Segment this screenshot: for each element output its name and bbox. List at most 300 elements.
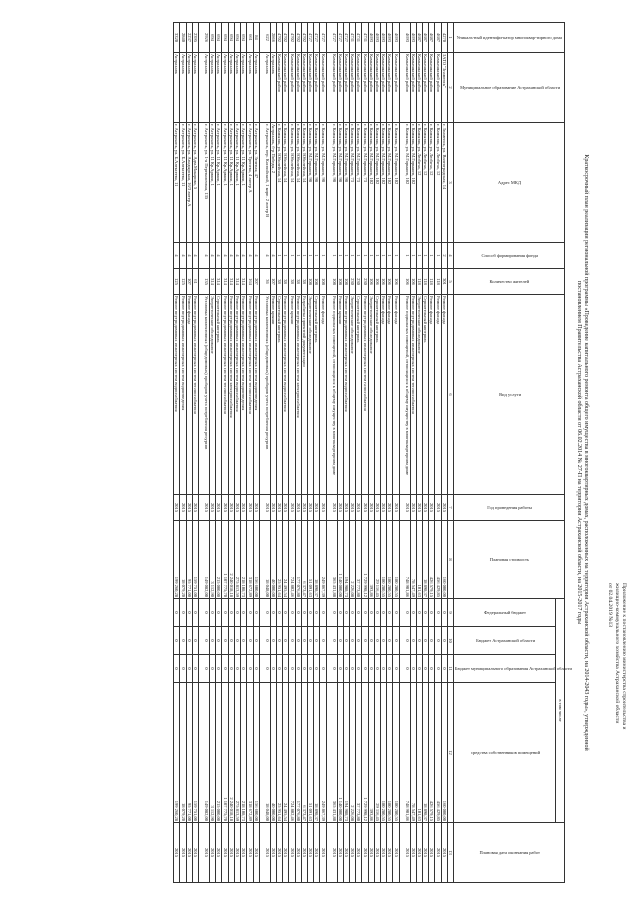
- local-cell: 0: [283, 655, 289, 683]
- own-cell: 199 260,28: [174, 683, 180, 823]
- count-cell: 38: [301, 269, 307, 295]
- method-cell: 1: [307, 243, 313, 269]
- count-cell: 118: [435, 269, 441, 295]
- end-cell: 2015: [380, 823, 386, 883]
- work-cell: Установка коллективных (общедомовых) приборов учета потребления ресурсов: [259, 295, 270, 495]
- method-cell: 1: [422, 243, 428, 269]
- address-cell: Астрахань, б-р Победы, 2: [270, 123, 276, 243]
- regional-cell: 0: [410, 627, 416, 655]
- table-row: [387, 23, 393, 883]
- column-number: 12: [447, 683, 453, 823]
- column-number: 11: [447, 655, 453, 683]
- count-cell: 106: [399, 269, 410, 295]
- method-cell: 1: [374, 243, 380, 269]
- federal-cell: 0: [283, 599, 289, 627]
- own-cell: 1 729 998,12: [362, 683, 368, 823]
- regional-cell: 0: [314, 627, 320, 655]
- local-cell: 0: [307, 655, 313, 683]
- uid-cell: 4702: [295, 23, 301, 53]
- method-cell: 4: [192, 243, 198, 269]
- year-cell: 2015: [343, 495, 349, 521]
- header-municipality: Муниципальное образование Астраханской области: [454, 53, 565, 123]
- local-cell: 0: [380, 655, 386, 683]
- end-cell: 2015: [387, 823, 393, 883]
- count-cell: 164: [247, 269, 253, 295]
- address-cell: г. Камызяк, ул. Любича, 12: [416, 123, 422, 243]
- local-cell: 0: [337, 655, 343, 683]
- cost-cell: 18 079,20: [180, 521, 186, 599]
- address-cell: г. Камызяк, ул. М.Горького, 73: [362, 123, 368, 243]
- method-cell: 1: [416, 243, 422, 269]
- address-cell: г. Камызяк, ул. Юбилейная, 14: [289, 123, 295, 243]
- header-local: Бюджет муниципального образования Астраханской области: [454, 655, 556, 683]
- own-cell: 426 579,15: [429, 683, 435, 823]
- own-cell: 25 951,64: [276, 683, 282, 823]
- work-cell: Ремонт внутридомовых инженерных систем теплоснабжения: [222, 295, 228, 495]
- own-cell: 456 429,85: [435, 683, 441, 823]
- local-cell: 0: [174, 655, 180, 683]
- federal-cell: 0: [295, 599, 301, 627]
- work-cell: Ремонт внутридомовых инженерных систем водоотведения: [180, 295, 186, 495]
- method-cell: 1: [320, 243, 326, 269]
- work-cell: Ремонт внутридомовых инженерных систем водоотведения: [241, 295, 247, 495]
- approval-line: жилищно-коммунального хозяйства Астраханской области: [614, 583, 620, 724]
- method-cell: 1: [301, 243, 307, 269]
- address-cell: г. Камызяк, ул. М.Горького, 73: [349, 123, 355, 243]
- regional-cell: 0: [387, 627, 393, 655]
- column-numbers-row: [447, 23, 453, 883]
- address-cell: г. Камызяк, ул. Юбилейная, 14: [301, 123, 307, 243]
- method-cell: 1: [410, 243, 416, 269]
- address-cell: г. Камызяк, ул. М.Горького, 98: [343, 123, 349, 243]
- work-cell: Установка коллективных (общедомовых) приборов учета потребления ресурсов: [199, 295, 210, 495]
- municipality-cell: Камызякский район: [429, 53, 435, 123]
- own-cell: 37 773,80: [356, 683, 362, 823]
- federal-cell: 0: [276, 599, 282, 627]
- own-cell: 177 076,80: [295, 683, 301, 823]
- count-cell: 36: [259, 269, 270, 295]
- municipality-cell: Астрахань: [210, 53, 216, 123]
- address-cell: г. Камызяк, ул. М.Горького, 102: [380, 123, 386, 243]
- approval-line: Приложение к постановлению министерства строительства и: [621, 583, 627, 730]
- uid-cell: 4693: [387, 23, 393, 53]
- table-row: [422, 23, 428, 883]
- federal-cell: 0: [186, 599, 192, 627]
- municipality-cell: ЗАТО "Знаменск": [441, 53, 447, 123]
- column-number: 10: [447, 627, 453, 655]
- table-row: [374, 23, 380, 883]
- cost-cell: 724 802,46: [289, 521, 295, 599]
- municipality-cell: Камызякский район: [410, 53, 416, 123]
- year-cell: 2015: [429, 495, 435, 521]
- address-cell: г. Камызяк, ул. Юбилейная, 14: [276, 123, 282, 243]
- municipality-cell: Камызякский район: [374, 53, 380, 123]
- own-cell: 18 898,37: [422, 683, 428, 823]
- federal-cell: 0: [216, 599, 222, 627]
- year-cell: 2015: [320, 495, 326, 521]
- work-cell: Строительный контроль: [276, 295, 282, 495]
- municipality-cell: Камызякский район: [380, 53, 386, 123]
- cost-cell: 149 082,00: [199, 521, 210, 599]
- end-cell: 2015: [399, 823, 410, 883]
- own-cell: 18 898,37: [314, 683, 320, 823]
- own-cell: 24 495,54: [283, 683, 289, 823]
- uid-cell: 2395: [192, 23, 198, 53]
- uid-cell: 3320: [174, 23, 180, 53]
- work-cell: Ремонт внутридомовых инженерных систем теплоснабжения: [410, 295, 416, 495]
- municipality-cell: Камызякский район: [295, 53, 301, 123]
- municipality-cell: Астрахань: [270, 53, 276, 123]
- municipality-cell: Астрахань: [247, 53, 253, 123]
- cost-cell: 101,63: [416, 521, 422, 599]
- own-cell: 748 901,86: [399, 683, 410, 823]
- count-cell: 61: [192, 269, 198, 295]
- cost-cell: 1 729 998,12: [362, 521, 368, 599]
- header-uid: Уникаль-ный идентифи-катор многоквар-тирного дома: [454, 23, 565, 53]
- table-body: [174, 23, 448, 883]
- year-cell: 2015: [289, 495, 295, 521]
- count-cell: 314: [216, 269, 222, 295]
- method-cell: 4: [253, 243, 259, 269]
- local-cell: 0: [199, 655, 210, 683]
- uid-cell: 4687: [429, 23, 435, 53]
- end-cell: 2015: [314, 823, 320, 883]
- own-cell: 40 000,00: [270, 683, 276, 823]
- own-cell: 215 000,00: [216, 683, 222, 823]
- document-title: [575, 52, 589, 853]
- federal-cell: 0: [416, 599, 422, 627]
- uid-cell: 4693: [380, 23, 386, 53]
- work-cell: Разработка проектной документации: [301, 295, 307, 495]
- own-cell: 51 091,63: [307, 683, 313, 823]
- own-cell: 160 000,00: [441, 683, 447, 823]
- year-cell: 2015: [326, 495, 337, 521]
- address-cell: г. Камызяк, ул. М.Горького, 98: [337, 123, 343, 243]
- municipality-cell: Камызякский район: [393, 53, 399, 123]
- method-cell: 1: [276, 243, 282, 269]
- local-cell: 0: [270, 655, 276, 683]
- own-cell: 159 751,00: [192, 683, 198, 823]
- uid-cell: 4687: [435, 23, 441, 53]
- local-cell: 0: [422, 655, 428, 683]
- cost-cell: 95 771,00: [186, 521, 192, 599]
- work-cell: Ремонт внутридомовых инженерных систем газоснабжения: [362, 295, 368, 495]
- own-cell: 6 373,47: [301, 683, 307, 823]
- column-number: 13: [447, 823, 453, 883]
- own-cell: 393,86: [368, 683, 374, 823]
- cost-cell: 1 140 000,00: [337, 521, 343, 599]
- municipality-cell: Астрахань: [174, 53, 180, 123]
- own-cell: 318 672,89: [247, 683, 253, 823]
- method-cell: 1: [435, 243, 441, 269]
- uid-cell: 4693: [368, 23, 374, 53]
- year-cell: 2015: [199, 495, 210, 521]
- municipality-cell: Камызякский район: [337, 53, 343, 123]
- federal-cell: 0: [289, 599, 295, 627]
- municipality-cell: Камызякский район: [399, 53, 410, 123]
- count-cell: 108: [307, 269, 313, 295]
- federal-cell: 0: [241, 599, 247, 627]
- column-number: 9: [447, 599, 453, 627]
- method-cell: 1: [326, 243, 337, 269]
- cost-cell: 40 000,00: [270, 521, 276, 599]
- work-cell: Энергетическое обследование: [349, 295, 355, 495]
- cost-cell: 318 672,89: [247, 521, 253, 599]
- method-cell: 1: [387, 243, 393, 269]
- cost-cell: 78 547,49: [410, 521, 416, 599]
- method-cell: 1: [289, 243, 295, 269]
- address-cell: г. Астрахань, ул. 11 Кр.Армии, 1: [228, 123, 234, 243]
- federal-cell: 0: [349, 599, 355, 627]
- count-cell: 108: [314, 269, 320, 295]
- regional-cell: 0: [326, 627, 337, 655]
- method-cell: 4: [180, 243, 186, 269]
- work-cell: Ремонт фасада: [435, 295, 441, 495]
- regional-cell: 0: [259, 627, 270, 655]
- uid-cell: 84: [253, 23, 259, 53]
- federal-cell: 0: [429, 599, 435, 627]
- table-row: [253, 23, 259, 883]
- uid-cell: 4693: [393, 23, 399, 53]
- local-cell: 0: [192, 655, 198, 683]
- method-cell: 4: [234, 243, 240, 269]
- local-cell: 0: [180, 655, 186, 683]
- year-cell: 2015: [356, 495, 362, 521]
- year-cell: 2015: [210, 495, 216, 521]
- regional-cell: 0: [180, 627, 186, 655]
- work-cell: Строительный контроль: [422, 295, 428, 495]
- year-cell: 2015: [234, 495, 240, 521]
- municipality-cell: Камызякский район: [326, 53, 337, 123]
- work-cell: Строительный контроль: [356, 295, 362, 495]
- address-cell: г. Камызяк, ул. М.Горького, 98: [320, 123, 326, 243]
- column-number: 6: [447, 295, 453, 495]
- federal-cell: 0: [180, 599, 186, 627]
- own-cell: 249 867,39: [320, 683, 326, 823]
- address-cell: г. Астрахань, ул. Б.Алексеева, 11: [180, 123, 186, 243]
- municipality-cell: Астрахань: [199, 53, 210, 123]
- regional-cell: 0: [174, 627, 180, 655]
- table-row: [276, 23, 282, 883]
- cost-cell: 180 280,55: [393, 521, 399, 599]
- local-cell: 0: [320, 655, 326, 683]
- own-cell: 1 107 775,70: [222, 683, 228, 823]
- work-cell: Энергетическое обследование: [416, 295, 422, 495]
- cost-cell: 6 373,47: [301, 521, 307, 599]
- column-number: 1: [447, 23, 453, 53]
- table-row: [314, 23, 320, 883]
- end-cell: 2015: [356, 823, 362, 883]
- work-cell: Ремонт подвальных помещений, относящихся к общему имуществу в многоквартирном доме: [399, 295, 410, 495]
- address-cell: г. Камызяк, ул. М.Горького, 102: [387, 123, 393, 243]
- uid-cell: 4702: [283, 23, 289, 53]
- address-cell: г. Камызяк, ул. М.Горького, 102: [393, 123, 399, 243]
- federal-cell: 0: [234, 599, 240, 627]
- regional-cell: 0: [295, 627, 301, 655]
- end-cell: 2015: [362, 823, 368, 883]
- regional-cell: 0: [270, 627, 276, 655]
- year-cell: 2015: [301, 495, 307, 521]
- uid-cell: 4727: [307, 23, 313, 53]
- federal-cell: 0: [343, 599, 349, 627]
- table-row: [429, 23, 435, 883]
- local-cell: 0: [295, 655, 301, 683]
- work-cell: Ремонт внутридомовых инженерных систем водоснабжения: [234, 295, 240, 495]
- end-cell: 2015: [199, 823, 210, 883]
- federal-cell: 0: [399, 599, 410, 627]
- header-year: Год проведения работы: [454, 495, 565, 521]
- work-cell: Ремонт внутридомовых инженерных систем теплоснабжения: [192, 295, 198, 495]
- table-row: [356, 23, 362, 883]
- method-cell: 4: [186, 243, 192, 269]
- address-cell: г. Камызяк, ул. М.Горького, 98: [307, 123, 313, 243]
- year-cell: 2015: [186, 495, 192, 521]
- table-row: [295, 23, 301, 883]
- municipality-cell: Астрахань: [222, 53, 228, 123]
- cost-cell: 393,86: [368, 521, 374, 599]
- method-cell: 1: [337, 243, 343, 269]
- federal-cell: 0: [356, 599, 362, 627]
- local-cell: 0: [289, 655, 295, 683]
- count-cell: 314: [228, 269, 234, 295]
- regional-cell: 0: [429, 627, 435, 655]
- uid-cell: 4693: [374, 23, 380, 53]
- address-cell: г. Астрахань, ул. Б.Алексеева, 11: [174, 123, 180, 243]
- regional-cell: 0: [380, 627, 386, 655]
- table-row: [320, 23, 326, 883]
- method-cell: 1: [399, 243, 410, 269]
- own-cell: 180 280,55: [387, 683, 393, 823]
- uid-cell: 2926: [199, 23, 210, 53]
- year-cell: 2015: [276, 495, 282, 521]
- count-cell: 125: [174, 269, 180, 295]
- local-cell: 0: [253, 655, 259, 683]
- uid-cell: 4693: [399, 23, 410, 53]
- work-cell: Ремонт внутридомовых инженерных систем теплоснабжения: [247, 295, 253, 495]
- method-cell: 1: [393, 243, 399, 269]
- method-cell: 1: [380, 243, 386, 269]
- address-cell: г. Камызяк, ул. Любича, 12: [422, 123, 428, 243]
- uid-cell: 4693: [410, 23, 416, 53]
- year-cell: 2015: [410, 495, 416, 521]
- table-row: [289, 23, 295, 883]
- local-cell: 0: [349, 655, 355, 683]
- uid-cell: 4702: [301, 23, 307, 53]
- federal-cell: 0: [270, 599, 276, 627]
- table-row: [228, 23, 234, 883]
- work-cell: Энергетическое обследование: [368, 295, 374, 495]
- municipality-cell: Астрахань: [192, 53, 198, 123]
- method-cell: 4: [270, 243, 276, 269]
- year-cell: 2015: [174, 495, 180, 521]
- local-cell: 0: [416, 655, 422, 683]
- work-cell: Ремонт крыши: [289, 295, 295, 495]
- end-cell: 2015: [326, 823, 337, 883]
- municipality-cell: Астрахань: [180, 53, 186, 123]
- year-cell: 2015: [192, 495, 198, 521]
- end-cell: 2015: [192, 823, 198, 883]
- municipality-cell: Камызякский район: [356, 53, 362, 123]
- table-row: [270, 23, 276, 883]
- year-cell: 2015: [393, 495, 399, 521]
- federal-cell: 0: [362, 599, 368, 627]
- header-incl: в том числе: [556, 599, 565, 823]
- year-cell: 2015: [380, 495, 386, 521]
- end-cell: 2015: [276, 823, 282, 883]
- approval-line: от 02.04.2019 №13: [607, 583, 613, 628]
- end-cell: 2015: [222, 823, 228, 883]
- local-cell: 0: [234, 655, 240, 683]
- cost-cell: 18 048,00: [259, 521, 270, 599]
- federal-cell: 0: [301, 599, 307, 627]
- regional-cell: 0: [435, 627, 441, 655]
- regional-cell: 0: [234, 627, 240, 655]
- method-cell: 1: [429, 243, 435, 269]
- end-cell: 2015: [368, 823, 374, 883]
- uid-cell: 4687: [422, 23, 428, 53]
- count-cell: 135: [199, 269, 210, 295]
- cost-cell: 51 091,63: [307, 521, 313, 599]
- address-cell: г. Астрахань, ул. 11 Кр.Армии, 1: [234, 123, 240, 243]
- local-cell: 0: [387, 655, 393, 683]
- work-cell: Ремонт крыши: [337, 295, 343, 495]
- count-cell: 108: [326, 269, 337, 295]
- local-cell: 0: [222, 655, 228, 683]
- count-cell: 106: [368, 269, 374, 295]
- table-row: [192, 23, 198, 883]
- document-page: [10, 12, 629, 893]
- end-cell: 2015: [410, 823, 416, 883]
- address-cell: г. Астрахань, ул. 11 Кр.Армии, 1: [222, 123, 228, 243]
- uid-cell: 4731: [362, 23, 368, 53]
- work-cell: Ремонт подвальных помещений, относящихся к общему имуществу в многоквартирном доме: [326, 295, 337, 495]
- table-row: [283, 23, 289, 883]
- municipality-cell: Камызякский район: [416, 53, 422, 123]
- method-cell: 4: [174, 243, 180, 269]
- work-cell: Ремонт внутридомовых инженерных систем водоснабжения: [283, 295, 289, 495]
- work-cell: Ремонт фасада: [429, 295, 435, 495]
- regional-cell: 0: [210, 627, 216, 655]
- uid-cell: 4731: [349, 23, 355, 53]
- own-cell: 180 280,55: [380, 683, 386, 823]
- address-cell: г. Камызяк, ул. Юбилейная, 14: [283, 123, 289, 243]
- end-cell: 2015: [216, 823, 222, 883]
- end-cell: 2015: [301, 823, 307, 883]
- count-cell: 118: [416, 269, 422, 295]
- uid-cell: 661: [247, 23, 253, 53]
- own-cell: 194 988,73: [343, 683, 349, 823]
- local-cell: 0: [241, 655, 247, 683]
- method-cell: 1: [314, 243, 320, 269]
- count-cell: 118: [422, 269, 428, 295]
- year-cell: 2015: [283, 495, 289, 521]
- local-cell: 0: [393, 655, 399, 683]
- method-cell: 1: [283, 243, 289, 269]
- count-cell: 314: [241, 269, 247, 295]
- address-cell: г. Камызяк, ул. Любича, 12: [429, 123, 435, 243]
- table-row: [349, 23, 355, 883]
- own-cell: 2 226,08: [349, 683, 355, 823]
- work-cell: Ремонт внутридомовых инженерных систем водоотведения: [253, 295, 259, 495]
- address-cell: г. Камызяк, ул. М.Горького, 102: [399, 123, 410, 243]
- work-cell: Энергетическое обследование: [307, 295, 313, 495]
- header-address: Адрес МКД: [454, 123, 565, 243]
- cost-cell: 275 813,59: [234, 521, 240, 599]
- method-cell: 4: [247, 243, 253, 269]
- address-cell: г. Камызяк, ул. Любича, 12: [435, 123, 441, 243]
- year-cell: 2015: [368, 495, 374, 521]
- cost-cell: 180 280,55: [387, 521, 393, 599]
